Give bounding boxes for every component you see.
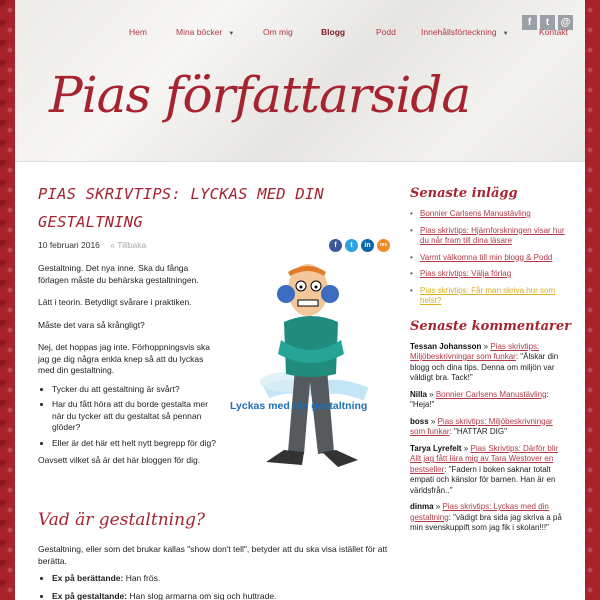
paragraph: Gestaltning. Det nya inne. Ska du fånga förlagen måste du behärska gestaltningen. xyxy=(38,263,199,285)
comment-author: Nilla xyxy=(410,389,427,399)
example-text: Han frös. xyxy=(123,573,161,583)
recent-post-link[interactable]: Pias skrivtips: Får man skriva hur som helst? xyxy=(420,285,556,305)
facebook-icon[interactable]: f xyxy=(522,15,537,30)
example-text: Han slog armarna om sig och huttrade. xyxy=(127,590,277,600)
comment-post-link[interactable]: Pias skrivtips: Miljöbeskrivningar som funkar xyxy=(410,416,553,436)
comment-separator: » xyxy=(481,341,491,351)
recent-post-link[interactable]: Bonnier Carlsens Manustävling xyxy=(420,209,531,218)
linkedin-share-icon[interactable]: in xyxy=(361,239,374,252)
list-item: • Eller är det här ett helt nytt begrepp för dig? xyxy=(52,438,218,450)
nav-item-blogg[interactable]: Blogg xyxy=(321,27,346,37)
list-item xyxy=(410,253,570,264)
email-icon[interactable]: @ xyxy=(558,15,573,30)
paragraph: Oavsett vilket så är det här bloggen för dig. xyxy=(38,455,201,465)
back-link[interactable]: « Tillbaka xyxy=(110,240,147,250)
example-list xyxy=(52,573,390,600)
nav-item-label: Innehållsförteckning xyxy=(421,27,497,37)
recent-posts-list xyxy=(410,209,570,307)
list-item xyxy=(52,591,390,600)
post-body-continued xyxy=(38,544,390,600)
rss-icon[interactable]: rss xyxy=(377,239,390,252)
comment-item xyxy=(410,342,570,384)
nav-item-kontakt[interactable]: Kontakt xyxy=(539,27,568,37)
comment-separator: » xyxy=(433,502,443,511)
comment-text: : "vädigt bra sida jag skriva a på min svenskuppift som jag fik i skolan!!!" xyxy=(410,512,562,532)
comment-text: : "Heja!" xyxy=(410,389,549,409)
post-body xyxy=(38,263,218,478)
list-item: • Tycker du att gestaltning är svårt? xyxy=(52,384,218,396)
comment-item xyxy=(410,417,570,438)
comment-text: : "HATTAR DIG" xyxy=(449,427,507,436)
nav-item-innehallsforteckning[interactable] xyxy=(421,27,509,37)
list-item xyxy=(52,573,390,585)
section-heading: Vad är gestaltning? xyxy=(38,510,206,530)
nav-item-om-mig[interactable]: Om mig xyxy=(263,27,293,37)
nav-item-hem[interactable]: Hem xyxy=(129,27,147,37)
comment-author: Tessan Johansson xyxy=(410,341,482,351)
facebook-share-icon[interactable]: f xyxy=(329,239,342,252)
paragraph: Gestaltning, eller som det brukar kallas "show don't tell", betyder att du ska visa istället för att berätta. xyxy=(38,544,388,566)
post-image xyxy=(226,262,396,477)
example-label: Ex på berättande: xyxy=(52,573,124,583)
caret-down-icon: ▼ xyxy=(228,31,235,37)
comment-separator: » xyxy=(426,389,436,399)
comment-separator: » xyxy=(461,443,471,453)
comment-post-link[interactable]: Bonnier Carlsens Manustävling xyxy=(435,389,547,399)
recent-posts-heading: Senaste inlägg xyxy=(410,186,518,201)
comment-item xyxy=(410,502,570,534)
comment-author: boss xyxy=(410,416,429,426)
share-buttons xyxy=(329,239,390,252)
comment-text: : "Fadern i boken saknar totalt empati och känslor för barnen. Han är en världsfrån.." xyxy=(410,464,556,495)
recent-post-link[interactable]: Pias skrivtips: Hjärnforskningen visar hur du når fram till dina läsare xyxy=(420,225,565,245)
comment-item xyxy=(410,444,570,497)
comment-post-link[interactable]: Pias Skrivtips: Därför blir Allt jag fått lära mig av Tara Westover en bestseller xyxy=(410,443,559,474)
paragraph: Nej, det hoppas jag inte. Förhoppningsvis ska jag ge dig några enkla knep så att du lyckas med din gestaltning. xyxy=(38,342,210,375)
site-header xyxy=(15,0,585,162)
list-item xyxy=(410,226,570,247)
list-item xyxy=(410,209,570,220)
post xyxy=(38,180,390,600)
page-wrapper xyxy=(15,0,585,600)
paragraph: Måste det vara så krångligt? xyxy=(38,319,145,330)
nav-item-podd[interactable]: Podd xyxy=(376,27,396,37)
twitter-icon[interactable]: t xyxy=(540,15,555,30)
recent-post-link[interactable]: Varmt välkomna till min blogg & Podd xyxy=(420,252,553,262)
post-meta xyxy=(38,240,390,258)
comment-post-link[interactable]: Pias skrivtips: Lyckas med din gestaltning xyxy=(410,502,549,522)
recent-comments-list xyxy=(410,342,570,534)
recent-comments-heading: Senaste kommentarer xyxy=(410,318,571,334)
comment-post-link[interactable]: Pias skrivtips: Miljöbeskrivningar som funkar xyxy=(410,341,540,361)
post-title[interactable]: PIAS SKRIVTIPS: LYCKAS MED DIN GESTALTNING xyxy=(38,185,324,231)
sidebar xyxy=(410,186,570,540)
nav-item-label: Mina böcker xyxy=(176,27,223,37)
caret-down-icon: ▼ xyxy=(502,31,509,37)
freezing-man-illustration xyxy=(226,262,396,477)
list-item: • Har du fått höra att du borde gestalta mer när du tycker att du gestaltat så pennan glöder? xyxy=(52,399,218,434)
site-title[interactable]: Pias författarsida xyxy=(49,66,471,124)
comment-author: dinma xyxy=(410,502,434,511)
bullet-list xyxy=(52,384,218,450)
example-label: Ex på gestaltande: xyxy=(52,590,128,600)
twitter-share-icon[interactable]: t xyxy=(345,239,358,252)
comment-text: : "Älskar din blogg och dina tips. Denna om miljön var väldigt bra. Tack!" xyxy=(410,352,559,382)
post-date: 10 februari 2016 xyxy=(38,240,100,250)
comment-author: Tarya Lyrefelt xyxy=(410,443,462,453)
list-item xyxy=(410,286,570,307)
recent-post-link[interactable]: Pias skrivtips: Välja förlag xyxy=(420,269,512,278)
comment-separator: » xyxy=(428,416,438,426)
nav-item-mina-bocker[interactable] xyxy=(176,27,234,37)
main-nav xyxy=(15,27,585,41)
paragraph: Lätt i teorin. Betydligt svårare i praktiken. xyxy=(38,297,192,307)
image-caption: Lyckas med din gestaltning xyxy=(230,400,368,412)
comment-item xyxy=(410,390,570,411)
list-item xyxy=(410,269,570,280)
